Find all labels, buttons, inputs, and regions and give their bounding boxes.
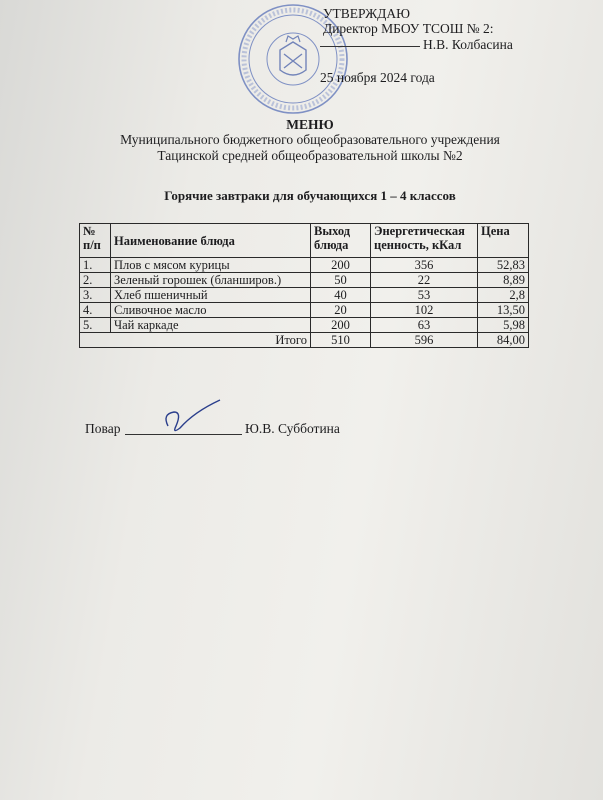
row-output: 20 [311,303,371,318]
table-row [80,288,529,303]
table-row [80,303,529,318]
row-num: 5. [80,318,111,333]
organization-line-2: Тацинской средней общеобразовательной школы №2 [157,148,463,163]
row-output: 200 [311,318,371,333]
approval-position: Директор МБОУ ТСОШ № 2: [323,21,494,36]
row-dish-name: Зеленый горошек (бланширов.) [111,273,311,288]
table-row [80,258,529,273]
row-energy: 63 [371,318,478,333]
row-dish-name: Хлеб пшеничный [111,288,311,303]
total-output: 510 [311,333,371,348]
header-num: № п/п [80,224,111,258]
table-total-row [80,333,529,348]
total-label: Итого [80,333,311,348]
row-energy: 102 [371,303,478,318]
total-energy: 596 [371,333,478,348]
row-output: 50 [311,273,371,288]
total-price: 84,00 [478,333,529,348]
header-dish-name: Наименование блюда [111,224,311,258]
row-price: 13,50 [478,303,529,318]
approval-title: УТВЕРЖДАЮ [323,6,411,21]
menu-subtitle: Горячие завтраки для обучающихся 1 – 4 классов [164,188,456,203]
header-energy: Энергетическая ценность, кКал [371,224,478,258]
row-num: 1. [80,258,111,273]
row-energy: 356 [371,258,478,273]
row-price: 5,98 [478,318,529,333]
row-dish-name: Сливочное масло [111,303,311,318]
row-num: 4. [80,303,111,318]
cook-name: Ю.В. Субботина [245,421,340,436]
approval-date: 25 ноября 2024 года [320,70,435,85]
row-price: 2,8 [478,288,529,303]
row-output: 200 [311,258,371,273]
table-row [80,318,529,333]
row-output: 40 [311,288,371,303]
header-output: Выход блюда [311,224,371,258]
row-price: 52,83 [478,258,529,273]
row-energy: 22 [371,273,478,288]
row-dish-name: Чай каркаде [111,318,311,333]
cook-handwritten-signature [160,396,230,440]
approval-director-name: Н.В. Колбасина [423,37,513,52]
table-row [80,273,529,288]
row-price: 8,89 [478,273,529,288]
header-price: Цена [478,224,529,258]
row-num: 3. [80,288,111,303]
cook-label: Повар [85,421,121,436]
director-signature-line [320,46,420,47]
row-energy: 53 [371,288,478,303]
row-dish-name: Плов с мясом курицы [111,258,311,273]
organization-line-1: Муниципального бюджетного общеобразовательного учреждения [120,132,500,147]
page-title: МЕНЮ [286,117,334,132]
table-header-row [80,224,529,258]
row-num: 2. [80,273,111,288]
menu-table [79,223,529,348]
